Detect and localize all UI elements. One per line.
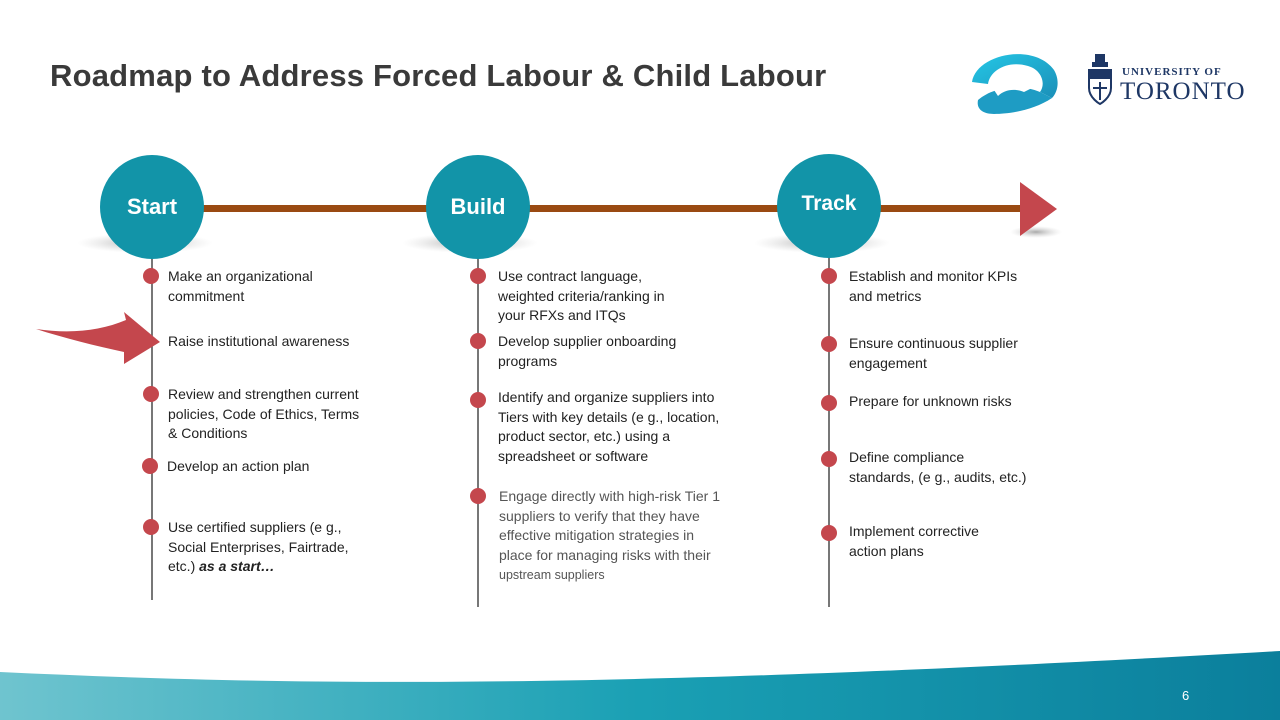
- start-item: Review and strengthen current policies, Code of Ethics, Terms & Conditions: [168, 385, 368, 444]
- bullet-dot: [143, 519, 159, 535]
- build-item: Develop supplier onboarding programs: [498, 332, 718, 371]
- track-item: Ensure continuous supplier engagement: [849, 334, 1019, 373]
- bullet-dot: [470, 392, 486, 408]
- university-big-text: TORONTO: [1120, 78, 1246, 105]
- bullet-dot: [470, 488, 486, 504]
- bullet-dot: [143, 386, 159, 402]
- build-item: Use contract language, weighted criteria/ranking in your RFXs and ITQs: [498, 267, 688, 326]
- phase-track-label: Track: [801, 192, 857, 215]
- slide-title: Roadmap to Address Forced Labour & Child Labour: [50, 58, 827, 93]
- phase-build-label: Build: [450, 194, 506, 219]
- phase-start-label: Start: [126, 194, 178, 219]
- track-item: Define compliance standards, (e g., audits, etc.): [849, 448, 1029, 487]
- footer-band: [0, 651, 1280, 720]
- track-item: Establish and monitor KPIs and metrics: [849, 267, 1039, 306]
- pointer-arrow: [36, 312, 160, 364]
- bullet-dot: [470, 268, 486, 284]
- bullet-dot: [821, 268, 837, 284]
- arrow-shadow: [1010, 226, 1062, 238]
- bullet-dot: [470, 333, 486, 349]
- page-number: 6: [1182, 688, 1190, 703]
- build-item: Identify and organize suppliers into Tiers with key details (e g., location, product sector, etc.) using a spreadsheet or software: [498, 388, 728, 466]
- track-item: Prepare for unknown risks: [849, 392, 1049, 412]
- bullet-dot: [142, 458, 158, 474]
- bullet-dot: [821, 451, 837, 467]
- small-text: upstream suppliers: [499, 568, 605, 582]
- timeline-line: [200, 205, 1030, 212]
- start-item: Develop an action plan: [167, 457, 367, 477]
- start-item: Use certified suppliers (e g., Social Enterprises, Fairtrade, etc.) as a start…: [168, 518, 378, 577]
- bullet-dot: [821, 525, 837, 541]
- emphasis-text: as a start…: [199, 558, 275, 574]
- university-small-text: UNIVERSITY OF: [1122, 66, 1222, 78]
- track-item: Implement corrective action plans: [849, 522, 1019, 561]
- build-item: Engage directly with high-risk Tier 1 suppliers to verify that they have effective mitigation strategies in place for managing risks with their upstream suppliers: [499, 487, 731, 586]
- bullet-dot: [821, 395, 837, 411]
- bullet-dot: [143, 268, 159, 284]
- start-item: Make an organizational commitment: [168, 267, 368, 306]
- bullet-dot: [821, 336, 837, 352]
- start-item: Raise institutional awareness: [168, 333, 350, 349]
